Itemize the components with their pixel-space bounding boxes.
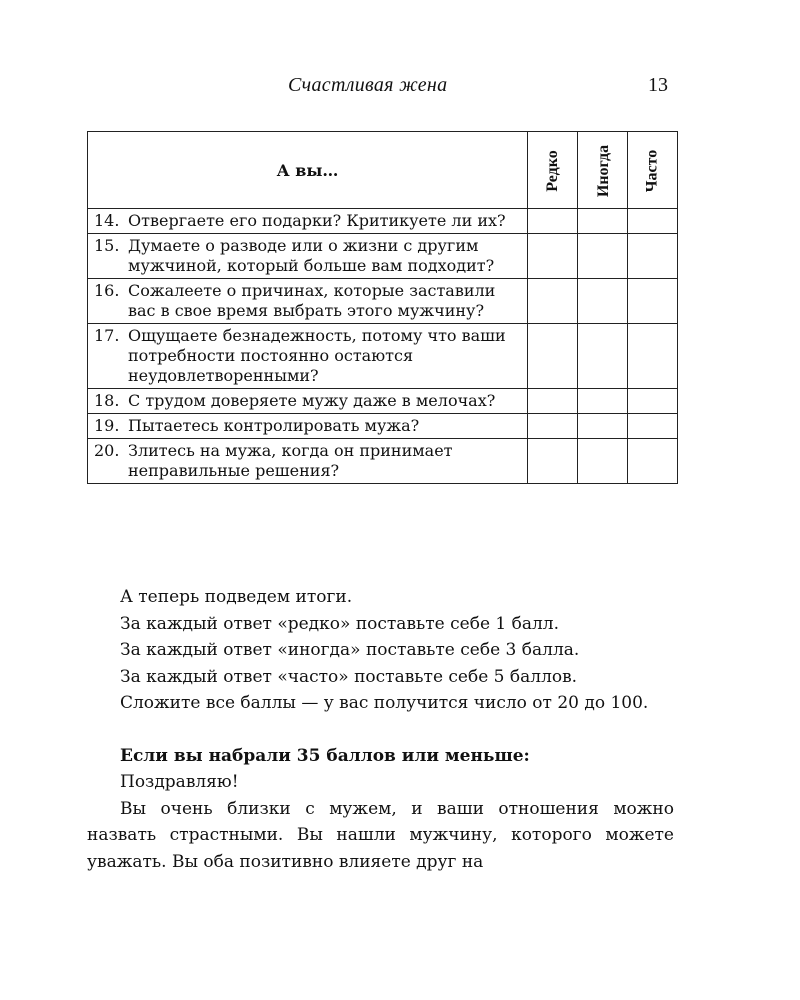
running-head: Счастливая жена xyxy=(288,74,448,96)
question-text: С трудом доверяете мужу даже в мелочах? xyxy=(128,391,496,410)
question-cell xyxy=(88,234,528,279)
answer-cell-sometimes[interactable] xyxy=(578,209,628,234)
paragraph-sometimes-score: За каждый ответ «иногда» поставьте себе 3 балла. xyxy=(120,640,580,660)
section-heading: Если вы набрали 35 баллов или меньше: xyxy=(120,745,530,766)
answer-cell-rarely[interactable] xyxy=(528,234,578,279)
answer-cell-often[interactable] xyxy=(628,279,678,324)
table-row xyxy=(88,389,678,414)
question-cell xyxy=(88,279,528,324)
table-row xyxy=(88,234,678,279)
table-header-row xyxy=(88,132,678,209)
paragraph-rarely-score: За каждый ответ «редко» поставьте себе 1 балл. xyxy=(120,613,560,634)
answer-cell-sometimes[interactable] xyxy=(578,234,628,279)
column-header-often xyxy=(628,132,678,209)
answer-cell-sometimes[interactable] xyxy=(578,439,628,484)
table-row xyxy=(88,279,678,324)
answer-cell-sometimes[interactable] xyxy=(578,324,628,389)
answer-cell-often[interactable] xyxy=(628,209,678,234)
answer-cell-sometimes[interactable] xyxy=(578,389,628,414)
answer-cell-rarely[interactable] xyxy=(528,209,578,234)
question-number: 19. xyxy=(94,416,120,435)
table-row xyxy=(88,324,678,389)
answer-cell-rarely[interactable] xyxy=(528,439,578,484)
paragraph-total-score: Сложите все баллы — у вас получится число от 20 до 100. xyxy=(120,693,649,713)
question-cell xyxy=(88,209,528,234)
paragraph-gap xyxy=(87,717,674,743)
table-header-question: А вы… xyxy=(88,132,528,209)
answer-cell-rarely[interactable] xyxy=(528,389,578,414)
question-text: Пытаетесь контролировать мужа? xyxy=(128,416,420,435)
question-number: 20. xyxy=(94,441,120,460)
table-row xyxy=(88,209,678,234)
answer-cell-rarely[interactable] xyxy=(528,324,578,389)
question-cell xyxy=(88,414,528,439)
answer-cell-often[interactable] xyxy=(628,234,678,279)
question-text: Ощущаете безнадежность, потому что ваши потребности постоянно остаются неудовлетворенными? xyxy=(128,326,506,385)
column-label-rarely: Редко xyxy=(543,150,561,192)
column-header-rarely xyxy=(528,132,578,209)
column-header-sometimes xyxy=(578,132,628,209)
quiz-table xyxy=(87,131,678,484)
question-number: 17. xyxy=(94,326,120,345)
answer-cell-often[interactable] xyxy=(628,439,678,484)
question-cell xyxy=(88,324,528,389)
answer-cell-often[interactable] xyxy=(628,389,678,414)
paragraph-result: Вы очень близки с мужем, и ваши отношения можно назвать страстными. Вы нашли мужчину, которого можете уважать. Вы оба позитивно влияете друг на xyxy=(87,798,674,872)
answer-cell-sometimes[interactable] xyxy=(578,414,628,439)
paragraph-often-score: За каждый ответ «часто» поставьте себе 5 баллов. xyxy=(120,666,578,687)
question-number: 15. xyxy=(94,236,120,255)
paragraph-congrats: Поздравляю! xyxy=(120,772,239,792)
answer-cell-rarely[interactable] xyxy=(528,414,578,439)
question-number: 14. xyxy=(94,211,120,230)
question-number: 18. xyxy=(94,391,120,410)
question-cell xyxy=(88,439,528,484)
answer-cell-often[interactable] xyxy=(628,414,678,439)
question-number: 16. xyxy=(94,281,120,300)
answer-cell-sometimes[interactable] xyxy=(578,279,628,324)
table-row xyxy=(88,439,678,484)
question-text: Сожалеете о причинах, которые заставили вас в свое время выбрать этого мужчину? xyxy=(128,281,496,320)
question-text: Злитесь на мужа, когда он принимает неправильные решения? xyxy=(128,441,453,480)
question-text: Думаете о разводе или о жизни с другим мужчиной, который больше вам подходит? xyxy=(128,236,495,275)
page-number: 13 xyxy=(648,74,668,96)
question-cell xyxy=(88,389,528,414)
answer-cell-often[interactable] xyxy=(628,324,678,389)
body-text xyxy=(87,584,674,875)
question-text: Отвергаете его подарки? Критикуете ли их? xyxy=(128,211,506,230)
table-row xyxy=(88,414,678,439)
column-label-sometimes: Иногда xyxy=(595,144,613,198)
answer-cell-rarely[interactable] xyxy=(528,279,578,324)
column-label-often: Часто xyxy=(643,149,661,193)
paragraph-summary-intro: А теперь подведем итоги. xyxy=(120,587,353,607)
